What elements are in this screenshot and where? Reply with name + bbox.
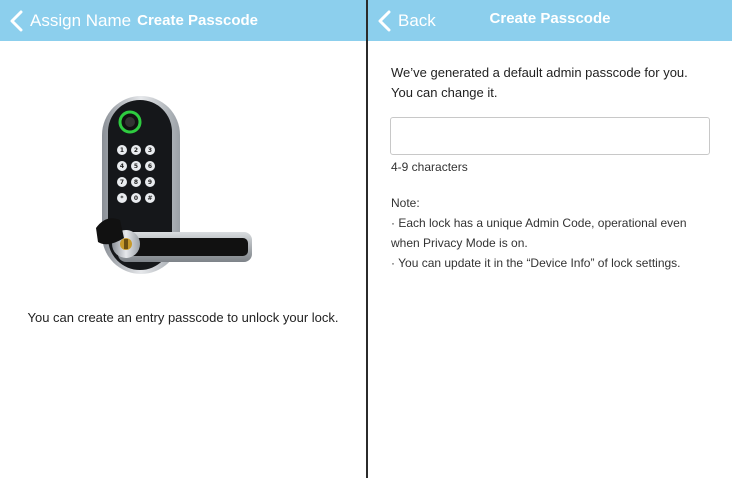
keypad-key: 5 — [133, 163, 139, 170]
keypad-key: 7 — [119, 179, 125, 186]
keypad-key: 1 — [119, 147, 125, 154]
keypad-key: 8 — [133, 179, 139, 186]
door-lock-illustration — [88, 92, 256, 278]
intro-line: You can change it. — [391, 85, 498, 100]
back-label: Back — [398, 10, 436, 30]
keypad-key: 2 — [133, 147, 139, 154]
note-line: · You can update it in the “Device Info” of lock settings. — [391, 256, 681, 270]
note-block — [391, 193, 721, 273]
intro-line: We’ve generated a default admin passcode for you. — [391, 65, 688, 80]
page-title: Create Passcode — [137, 12, 259, 29]
note-line: when Privacy Mode is on. — [391, 236, 528, 250]
chevron-left-icon — [8, 10, 26, 32]
keypad-key: 6 — [147, 163, 153, 170]
back-label: Assign Name — [30, 10, 132, 30]
back-button-assign-name[interactable] — [8, 0, 258, 41]
keypad-key: 3 — [147, 147, 153, 154]
intro-text — [391, 63, 711, 103]
keypad-key: 9 — [147, 179, 153, 186]
keypad-key: 4 — [119, 163, 125, 170]
page-title: Create Passcode — [489, 10, 611, 27]
keypad-key: # — [147, 195, 153, 202]
note-line: · Each lock has a unique Admin Code, operational even — [391, 216, 687, 230]
keypad-key: 0 — [133, 195, 139, 202]
navbar — [0, 0, 366, 41]
passcode-hint: 4-9 characters — [391, 160, 468, 174]
right-screen — [368, 0, 732, 478]
navbar — [368, 0, 732, 41]
note-title: Note: — [391, 196, 420, 210]
caption-text: You can create an entry passcode to unlock your lock. — [27, 310, 339, 325]
passcode-input[interactable] — [390, 117, 710, 155]
keypad-key: * — [120, 195, 124, 202]
